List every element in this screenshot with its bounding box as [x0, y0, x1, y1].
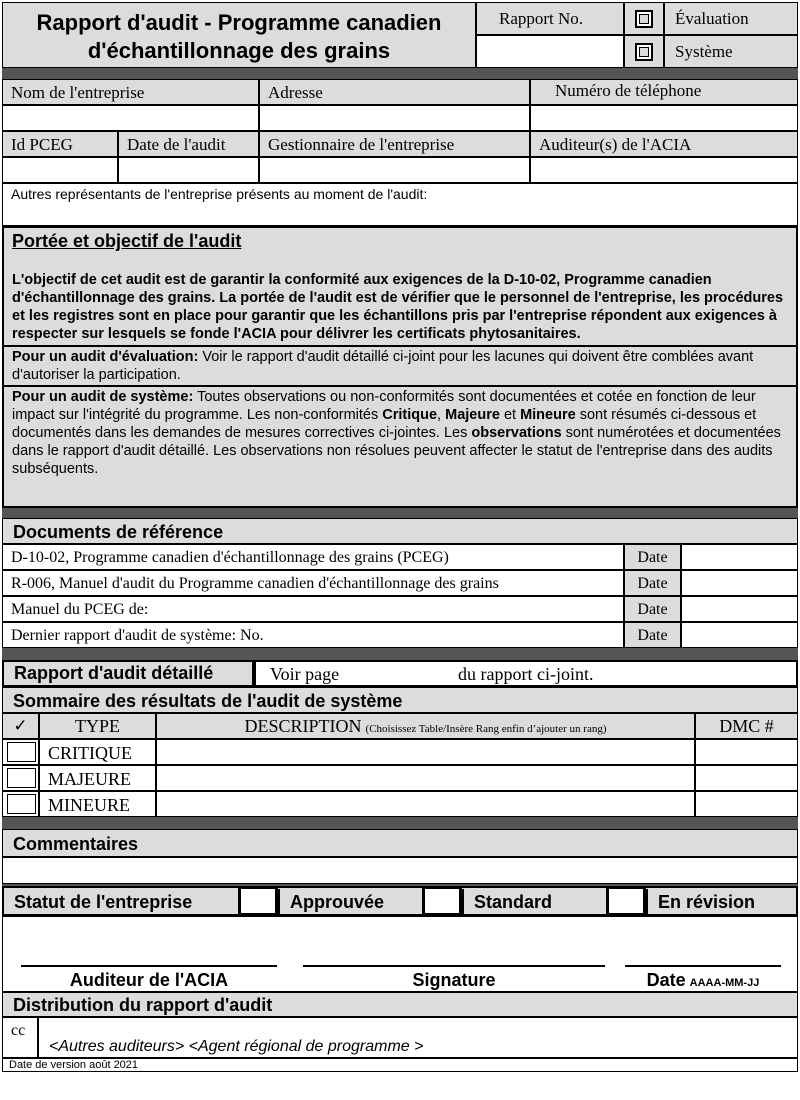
version-date: Date de version août 2021 [9, 1059, 139, 1071]
reference-row [2, 544, 624, 570]
majeure-term: Majeure [445, 407, 500, 423]
approved-label: Approuvée [278, 889, 430, 915]
auditors-label-cell [530, 131, 798, 157]
phone-label: Numéro de téléphone [555, 81, 702, 100]
pceg-id-label: Id PCEG [11, 135, 73, 154]
divider-bar [2, 817, 798, 829]
system-label-cell [664, 35, 798, 68]
cc-label: cc [11, 1022, 26, 1039]
system-label: Système [675, 42, 733, 61]
divider-bar [2, 508, 798, 518]
auditor-label: Auditeur de l'ACIA [69, 970, 229, 990]
reference-date-field[interactable] [681, 544, 798, 570]
reference-row [2, 622, 624, 648]
address-label: Adresse [268, 83, 323, 102]
evaluation-text: Voir le rapport d'audit détaillé ci-joint pour les lacunes qui doivent être comblées avant d'autoriser la participation. [12, 349, 754, 383]
review-label: En révision [646, 889, 800, 915]
signature-line[interactable] [303, 965, 605, 991]
scope-heading: Portée et objectif de l'audit [12, 231, 242, 251]
description-note: (Choisissez Table/Insère Rang enfin d’ajouter un rang) [365, 723, 607, 735]
detailed-report-label-cell [2, 660, 254, 687]
comments-heading-cell [2, 829, 798, 857]
manager-label: Gestionnaire de l'entreprise [268, 135, 455, 154]
status-row [2, 886, 798, 916]
divider-bar [2, 68, 798, 79]
detailed-report-page-row [254, 660, 798, 687]
see-page-label: Voir page [270, 664, 340, 684]
reference-date-label-cell [624, 544, 681, 570]
reference-date-label: Date [637, 627, 668, 644]
system-text-1: Toutes observations ou non-conformités sont documentées et cotée en fonction de leur impact sur l'intégrité du programme. Les non-conformités [12, 389, 756, 423]
type-majeure: MAJEURE [48, 769, 132, 789]
summary-heading-cell [2, 687, 798, 713]
reference-title: Manuel du PCEG de: [11, 601, 149, 618]
row-checkbox-cell [2, 791, 39, 817]
reference-title: R-006, Manuel d'audit du Programme canadien d'échantillonnage des grains [11, 575, 499, 592]
report-no-label: Rapport No. [499, 9, 584, 28]
evaluation-lead: Pour un audit d'évaluation: [12, 349, 199, 365]
comments-field[interactable] [2, 857, 798, 884]
references-heading: Documents de référence [13, 522, 224, 542]
system-text-2: sont résumés ci-dessous et documentés dans les demandes de mesures correctives ci-jointes. Les [12, 407, 757, 441]
phone-label-cell [530, 79, 798, 105]
majeure-checkbox[interactable] [7, 768, 36, 788]
auditors-field[interactable] [530, 157, 798, 183]
reference-row [2, 570, 624, 596]
description-header: DESCRIPTION [244, 716, 362, 736]
observations-term: observations [471, 425, 562, 441]
majeure-dmc-field[interactable] [695, 765, 798, 791]
company-name-label-cell [2, 79, 259, 105]
footer-row [2, 1058, 798, 1072]
type-header-cell [39, 713, 156, 739]
dmc-header-cell [695, 713, 798, 739]
reference-title: D-10-02, Programme canadien d'échantillonnage des grains (PCEG) [11, 549, 449, 566]
evaluation-label-cell [664, 2, 798, 35]
manager-field[interactable] [259, 157, 530, 183]
scope-section [2, 226, 798, 508]
comments-heading: Commentaires [13, 834, 139, 854]
system-text-3: sont numérotées et documentées dans le rapport d'audit détaillé. Les observations non résolues peuvent affecter le statut de l'entreprise dans des audits subséquents. [12, 425, 781, 477]
mineure-dmc-field[interactable] [695, 791, 798, 817]
pceg-id-field[interactable] [2, 157, 118, 183]
critique-dmc-field[interactable] [695, 739, 798, 765]
check-header-cell [2, 713, 39, 739]
audit-date-field[interactable] [118, 157, 259, 183]
address-field[interactable] [259, 105, 530, 131]
signoff-area [2, 916, 798, 992]
system-checkbox[interactable] [624, 35, 664, 68]
divider-bar [2, 648, 798, 660]
reference-date-field[interactable] [681, 596, 798, 622]
reference-date-label: Date [637, 549, 668, 566]
date-label: Date [646, 970, 686, 990]
reference-date-label: Date [637, 601, 668, 618]
type-cell [39, 739, 156, 765]
row-checkbox-cell [2, 765, 39, 791]
row-checkbox-cell [2, 739, 39, 765]
recipients-text: <Autres auditeurs> <Agent régional de programme > [49, 1038, 424, 1055]
evaluation-checkbox[interactable] [624, 2, 664, 35]
type-cell [39, 765, 156, 791]
reference-date-label-cell [624, 570, 681, 596]
detailed-report-label: Rapport d'audit détaillé [14, 663, 214, 683]
attached-report-label: du rapport ci-joint. [458, 664, 594, 684]
evaluation-audit-note [4, 345, 796, 384]
other-representatives-label: Autres représentants de l'entreprise présents au moment de l'audit: [11, 186, 428, 202]
reference-title: Dernier rapport d'audit de système: No. [11, 627, 264, 644]
company-name-label: Nom de l'entreprise [11, 83, 145, 102]
approved-checkbox[interactable] [238, 886, 278, 916]
type-header: TYPE [75, 716, 120, 736]
date-line[interactable] [625, 965, 781, 991]
critique-checkbox[interactable] [7, 742, 36, 762]
reference-row [2, 596, 624, 622]
audit-date-label-cell [118, 131, 259, 157]
mineure-checkbox[interactable] [7, 794, 36, 814]
auditor-signature-line[interactable] [21, 965, 277, 991]
et: et [499, 407, 521, 423]
reference-date-label: Date [637, 575, 668, 592]
review-checkbox[interactable] [606, 886, 646, 916]
type-mineure: MINEURE [48, 795, 130, 815]
company-name-field[interactable] [2, 105, 259, 131]
comma: , [437, 407, 446, 423]
report-no-label-cell [476, 2, 624, 35]
page-number-field[interactable] [362, 664, 456, 686]
system-audit-note [4, 385, 796, 478]
manager-label-cell [259, 131, 530, 157]
page-title: Rapport d'audit - Programme canadien d'échantillonnage des grains [36, 10, 442, 63]
majeure-description-field[interactable] [156, 765, 695, 791]
scope-objective: L'objectif de cet audit est de garantir la conformité aux exigences de la D-10-02, Programme canadien d'échantillonnage des grains. La portée de l'audit est de vérifier que le personnel de l'entreprise, les procédures et les registres sont en place pour garantir que les échantillons pris par l'entreprise répondent aux exigences à respecter sur lesquels se fonde l'ACIA pour délivrer les certificats phytosanitaires. [12, 272, 784, 342]
distribution-heading: Distribution du rapport d'audit [13, 995, 273, 1015]
type-cell [39, 791, 156, 817]
reference-date-label-cell [624, 622, 681, 648]
reference-date-label-cell [624, 596, 681, 622]
mineure-description-field[interactable] [156, 791, 695, 817]
evaluation-label: Évaluation [675, 9, 749, 28]
pceg-id-label-cell [2, 131, 118, 157]
standard-label: Standard [462, 889, 614, 915]
phone-field[interactable] [530, 105, 798, 131]
standard-checkbox[interactable] [422, 886, 462, 916]
system-lead: Pour un audit de système: [12, 389, 194, 405]
distribution-heading-cell [2, 992, 798, 1017]
dmc-header: DMC # [719, 716, 774, 736]
status-label: Statut de l'entreprise [14, 892, 193, 912]
address-label-cell [259, 79, 530, 105]
other-representatives-field[interactable] [2, 183, 798, 226]
reference-date-field[interactable] [681, 622, 798, 648]
cc-cell [2, 1017, 38, 1058]
mineure-term: Mineure [520, 407, 576, 423]
description-header-cell [156, 713, 695, 739]
summary-heading: Sommaire des résultats de l'audit de système [13, 691, 403, 711]
reference-date-field[interactable] [681, 570, 798, 596]
report-no-field[interactable] [476, 35, 624, 68]
signature-label: Signature [412, 970, 496, 990]
audit-date-label: Date de l'audit [127, 135, 226, 154]
references-heading-cell [2, 518, 798, 544]
date-format: AAAA-MM-JJ [689, 977, 760, 989]
critique-term: Critique [382, 407, 438, 423]
type-critique: CRITIQUE [48, 743, 132, 763]
auditors-label: Auditeur(s) de l'ACIA [539, 135, 692, 154]
check-header: ✓ [13, 716, 28, 735]
title-box [2, 2, 476, 68]
recipients-field[interactable] [38, 1017, 798, 1058]
critique-description-field[interactable] [156, 739, 695, 765]
